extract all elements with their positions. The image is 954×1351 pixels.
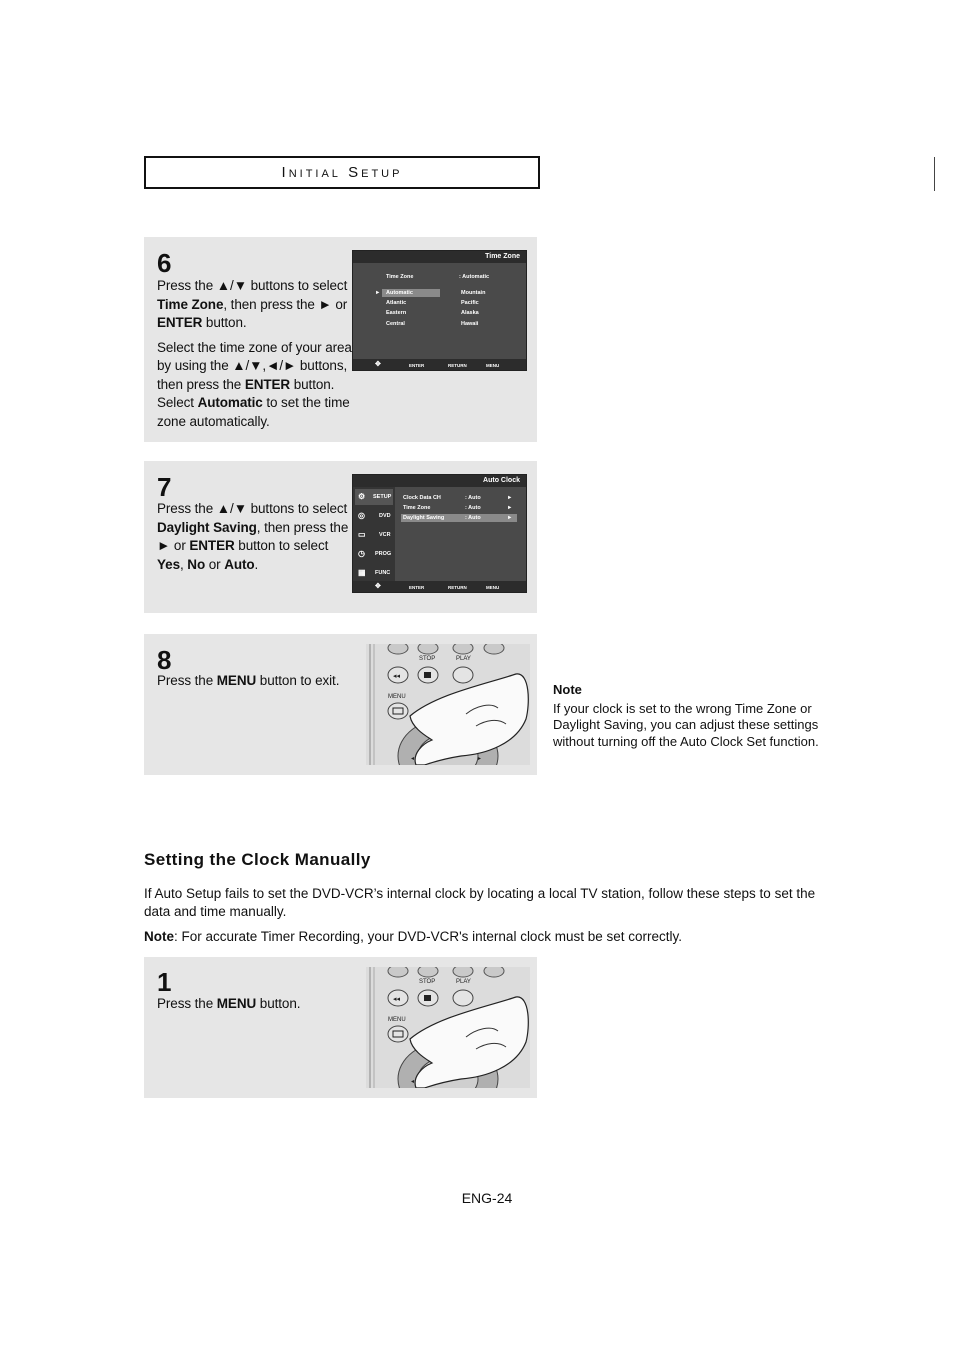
osd-arrow-icon: ► bbox=[507, 495, 513, 501]
step-1-instruction: Press the MENU button. bbox=[157, 996, 301, 1011]
osd-title: Auto Clock bbox=[483, 477, 520, 484]
svg-text:PLAY: PLAY bbox=[456, 656, 471, 662]
step-8-panel bbox=[144, 634, 537, 775]
osd-footer-menu: MENU bbox=[486, 363, 500, 368]
section-title: Initial Setup bbox=[281, 164, 403, 181]
svg-text:STOP: STOP bbox=[419, 979, 436, 985]
osd-option: Central bbox=[386, 321, 405, 327]
osd-option: Pacific bbox=[461, 300, 479, 306]
svg-text:PLAY: PLAY bbox=[456, 979, 471, 985]
osd-row-label: Time Zone bbox=[403, 505, 431, 511]
osd-title: Time Zone bbox=[485, 253, 520, 260]
step-8-instruction: Press the MENU button to exit. bbox=[157, 673, 340, 688]
tape-icon: ▭ bbox=[358, 530, 366, 539]
step-6-detail: Select the time zone of your area by using the ▲/▼,◄/► buttons, then press the ENTER button. Select Automatic to set the time zone automatically. bbox=[157, 339, 352, 429]
step-6-text bbox=[157, 277, 357, 431]
step-1-panel bbox=[144, 957, 537, 1098]
intro-paragraph: If Auto Setup fails to set the DVD-VCR’s internal clock by locating a local TV station, follow these steps to set the data and time manually. bbox=[144, 886, 816, 919]
remote-hand-drawing bbox=[366, 967, 530, 1088]
osd-option: Alaska bbox=[461, 310, 479, 316]
osd-option: Eastern bbox=[386, 310, 407, 316]
remote-hand-drawing bbox=[366, 644, 530, 765]
osd-side-func: ▦ FUNC bbox=[358, 568, 391, 577]
step-6-instruction: Press the ▲/▼ buttons to select Time Zone, then press the ► or ENTER button. bbox=[157, 278, 348, 330]
osd-footer-menu: MENU bbox=[486, 585, 500, 590]
grid-icon: ▦ bbox=[358, 568, 366, 577]
step-7-text bbox=[157, 500, 353, 574]
osd-footer-enter: ENTER bbox=[409, 363, 425, 368]
step-7-panel bbox=[144, 461, 537, 613]
note-paragraph: Note: For accurate Timer Recording, your DVD-VCR's internal clock must be set correctly. bbox=[144, 929, 682, 944]
osd-option: Automatic bbox=[386, 290, 413, 296]
osd-value: : Automatic bbox=[459, 274, 490, 280]
osd-label: Time Zone bbox=[386, 274, 414, 280]
remote-illustration bbox=[366, 644, 530, 765]
section-header bbox=[144, 156, 540, 189]
clock-icon: ◷ bbox=[358, 549, 365, 558]
page-number: ENG-24 bbox=[461, 1190, 513, 1206]
remote-illustration bbox=[366, 967, 530, 1088]
osd-arrow-icon: ► bbox=[507, 505, 513, 511]
svg-text:STOP: STOP bbox=[419, 656, 436, 662]
step-1-text bbox=[157, 995, 367, 1014]
step-8-text bbox=[157, 672, 367, 691]
osd-sidebar bbox=[353, 487, 395, 581]
step-number: 1 bbox=[157, 967, 172, 997]
svg-text:◂◂: ◂◂ bbox=[393, 996, 401, 1003]
page-edge-mark bbox=[934, 157, 935, 191]
auto-clock-osd-screen bbox=[352, 474, 527, 593]
osd-arrow-icon: ► bbox=[507, 515, 513, 521]
disc-icon: ◎ bbox=[358, 511, 365, 520]
osd-row-label: Clock Data CH bbox=[403, 495, 441, 501]
osd-side-prog: ◷ PROG bbox=[358, 549, 392, 558]
svg-text:MENU: MENU bbox=[388, 694, 406, 700]
osd-move-icon: ✥ bbox=[375, 583, 381, 590]
step-number: 6 bbox=[157, 248, 172, 278]
osd-cursor-icon: ► bbox=[375, 290, 381, 296]
osd-side-vcr: ▭ VCR bbox=[358, 530, 391, 539]
osd-option: Atlantic bbox=[386, 300, 407, 306]
svg-text:MENU: MENU bbox=[388, 1017, 406, 1023]
osd-option: Mountain bbox=[461, 290, 486, 296]
step-number: 8 bbox=[157, 645, 172, 675]
osd-row-value: : Auto bbox=[465, 495, 481, 501]
note-body: If your clock is set to the wrong Time Zone or Daylight Saving, you can adjust these settings without turning off the Auto Clock Set function. bbox=[553, 701, 819, 749]
osd-footer-enter: ENTER bbox=[409, 585, 425, 590]
osd-side-dvd: ◎ DVD bbox=[358, 511, 391, 520]
svg-text:◂: ◂ bbox=[411, 756, 415, 762]
osd-move-icon: ✥ bbox=[375, 361, 381, 368]
osd-footer-return: RETURN bbox=[448, 585, 467, 590]
section-heading: Setting the Clock Manually bbox=[144, 850, 371, 869]
step-7-instruction: Press the ▲/▼ buttons to select Daylight Saving, then press the ► or ENTER button to select Yes, No or Auto. bbox=[157, 501, 349, 572]
svg-text:◂◂: ◂◂ bbox=[393, 673, 401, 680]
osd-footer-return: RETURN bbox=[448, 363, 467, 368]
osd-row-label: Daylight Saving bbox=[403, 515, 445, 521]
step-6-panel bbox=[144, 237, 537, 442]
gear-icon: ⚙ bbox=[358, 492, 366, 501]
osd-row-value: : Auto bbox=[465, 515, 481, 521]
note-title: Note bbox=[553, 682, 582, 697]
time-zone-osd-screen bbox=[352, 250, 527, 371]
svg-text:▸: ▸ bbox=[478, 756, 482, 762]
osd-row-value: : Auto bbox=[465, 505, 481, 511]
osd-side-setup: ⚙ SETUP bbox=[355, 489, 393, 505]
svg-text:◂: ◂ bbox=[411, 1079, 415, 1085]
osd-option: Hawaii bbox=[461, 321, 479, 327]
step-number: 7 bbox=[157, 472, 172, 502]
